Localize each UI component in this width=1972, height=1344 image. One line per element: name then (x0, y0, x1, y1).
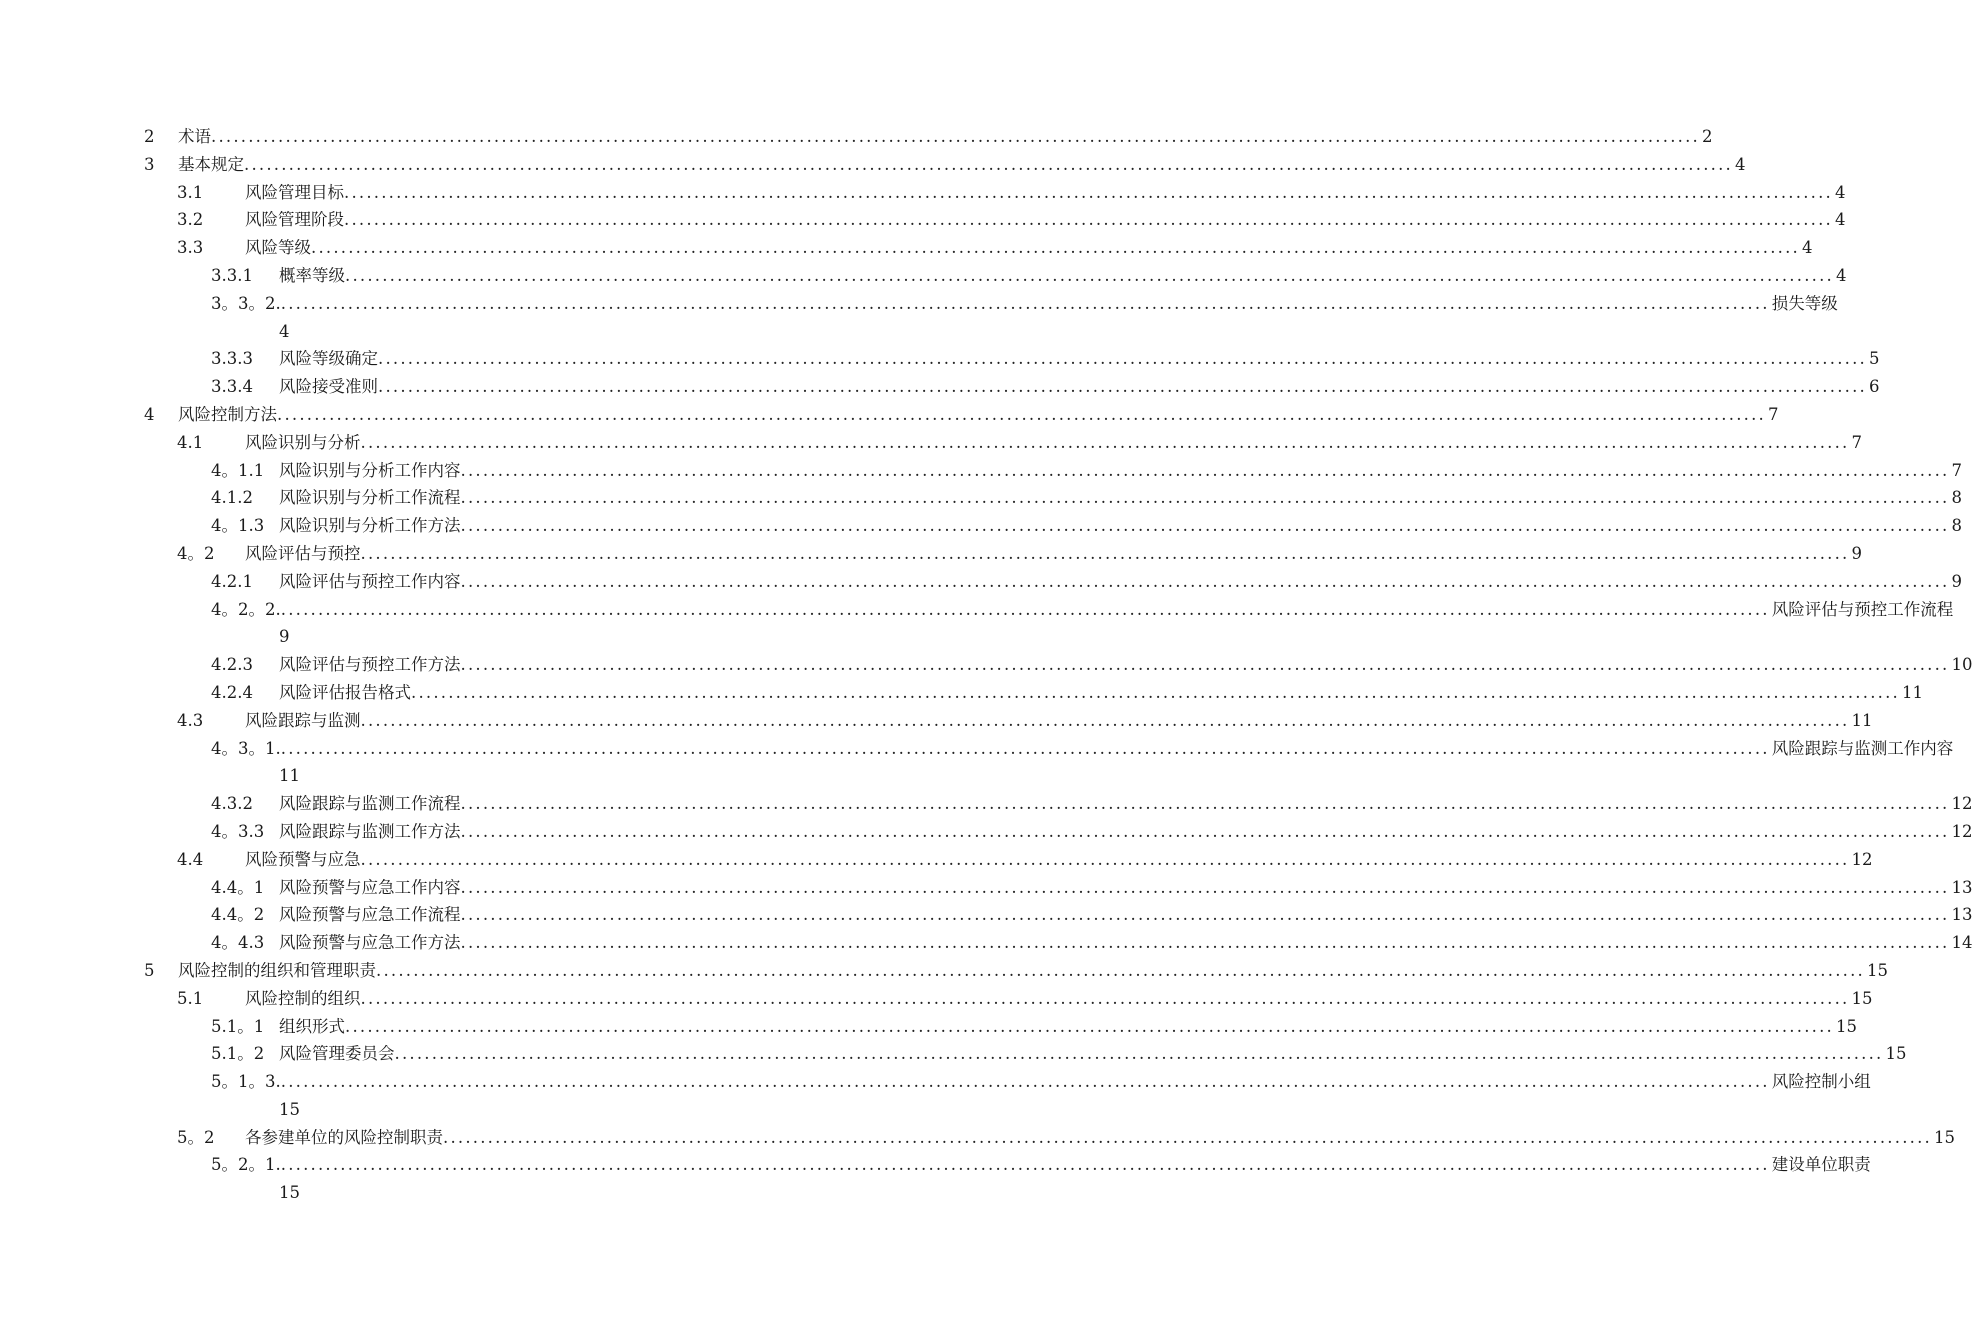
entry-line (211, 290, 1838, 318)
section-number: 3.3.1 (211, 265, 253, 285)
entry-line (178, 401, 1779, 429)
entry-line (211, 735, 1954, 763)
entry-title[interactable]: 风险识别与分析工作流程 (279, 488, 461, 508)
entry-title[interactable]: 概率等级 (279, 265, 345, 285)
page-number[interactable]: 15 (279, 1099, 300, 1119)
toc-entry[interactable] (0, 1124, 1955, 1152)
section-number: 4。4.3 (211, 933, 265, 953)
dot-leader: ........................................................................................................................................................................................................ (344, 182, 1833, 202)
table-of-contents (0, 123, 1972, 1207)
dot-leader: ........................................................................................................................................................................................................ (360, 543, 1850, 563)
dot-leader: ........................................................................................................................................................................................................ (280, 1072, 1770, 1092)
toc-entry-continuation (0, 318, 950, 346)
page-number[interactable]: 10 (1951, 655, 1972, 675)
entry-title[interactable]: 风险控制小组 (1771, 1072, 1871, 1092)
dot-leader: ........................................................................................................................................................................................................ (244, 154, 1733, 174)
section-number: 4.4 (177, 849, 204, 869)
entry-line (279, 929, 1972, 957)
section-number: 4。3。1. (211, 738, 281, 758)
toc-entry[interactable] (0, 818, 1972, 846)
entry-line (211, 1068, 1871, 1096)
entry-title[interactable]: 风险评估与预控工作内容 (279, 571, 461, 591)
dot-leader: ........................................................................................................................................................................................................ (360, 988, 1850, 1008)
entry-line (279, 345, 1880, 373)
section-number: 4.2.1 (211, 571, 253, 591)
dot-leader: ........................................................................................................................................................................................................ (460, 516, 1950, 536)
page-number[interactable]: 11 (1901, 682, 1923, 702)
dot-leader: ........................................................................................................................................................................................................ (345, 265, 1834, 285)
dot-leader: ........................................................................................................................................................................................................ (460, 571, 1950, 591)
toc-entry[interactable] (0, 985, 1873, 1013)
toc-entry[interactable] (0, 568, 1962, 596)
entry-title[interactable]: 风险识别与分析工作方法 (279, 516, 461, 536)
page-number[interactable]: 6 (1868, 377, 1880, 397)
section-number: 4.1.2 (211, 488, 253, 508)
toc-entry[interactable] (0, 151, 1746, 179)
page-number[interactable]: 15 (1885, 1044, 1907, 1064)
entry-title[interactable]: 风险评估与预控 (245, 543, 361, 563)
entry-line (211, 596, 1954, 624)
dot-leader: ........................................................................................................................................................................................................ (411, 682, 1900, 702)
entry-line (245, 707, 1873, 735)
page-number[interactable]: 15 (1835, 1016, 1857, 1036)
entry-title[interactable]: 风险等级确定 (279, 349, 378, 369)
page-number[interactable]: 4 (1834, 182, 1846, 202)
entry-title[interactable]: 术语 (178, 127, 211, 146)
section-number: 4 (144, 404, 155, 424)
toc-entry-continuation (0, 762, 950, 790)
toc-entry[interactable] (0, 679, 1923, 707)
entry-line (279, 874, 1972, 902)
toc-entry[interactable] (0, 429, 1862, 457)
toc-entry-continuation (0, 1096, 950, 1124)
section-number: 4。1.1 (211, 460, 265, 480)
section-number: 4.3 (177, 710, 204, 730)
toc-entry[interactable] (0, 290, 1838, 318)
toc-entry[interactable] (0, 123, 1713, 151)
section-number: 3.3.3 (211, 349, 253, 369)
section-number: 4.4。1 (211, 877, 265, 897)
page-number[interactable]: 12 (1851, 849, 1873, 869)
section-number: 4.1 (177, 432, 204, 452)
entry-title[interactable]: 风险评估与预控工作流程 (1771, 599, 1954, 619)
entry-line (178, 123, 1713, 151)
toc-entry[interactable] (0, 1151, 1871, 1179)
entry-line (279, 512, 1962, 540)
page-number[interactable]: 7 (1767, 404, 1779, 424)
entry-line (245, 846, 1873, 874)
toc-entry[interactable] (0, 345, 1880, 373)
section-number: 2 (144, 127, 155, 146)
entry-title[interactable]: 风险接受准则 (279, 377, 378, 397)
dot-leader: ........................................................................................................................................................................................................ (277, 404, 1766, 424)
dot-leader: ........................................................................................................................................................................................................ (280, 293, 1770, 313)
toc-entry[interactable] (0, 957, 1888, 985)
section-number: 5.1。1 (211, 1016, 265, 1036)
toc-entry[interactable] (0, 707, 1873, 735)
toc-entry[interactable] (0, 596, 1954, 624)
page-number[interactable]: 12 (1951, 821, 1972, 841)
section-number: 5.1。2 (211, 1044, 265, 1064)
entry-title[interactable]: 风险控制的组织和管理职责 (178, 960, 376, 980)
page-number[interactable]: 4 (1734, 154, 1746, 174)
dot-leader: ........................................................................................................................................................................................................ (460, 460, 1950, 480)
section-number: 4。2 (177, 543, 215, 563)
entry-line (178, 957, 1888, 985)
entry-title[interactable]: 风险管理目标 (245, 182, 344, 202)
toc-entry[interactable] (0, 1040, 1907, 1068)
entry-title[interactable]: 风险预警与应急工作内容 (279, 877, 461, 897)
toc-entry[interactable] (0, 651, 1972, 679)
entry-title[interactable]: 风险识别与分析工作内容 (279, 460, 461, 480)
page-number[interactable]: 15 (1866, 960, 1888, 980)
dot-leader: ........................................................................................................................................................................................................ (443, 1127, 1932, 1147)
toc-entry[interactable] (0, 512, 1962, 540)
toc-entry[interactable] (0, 484, 1962, 512)
entry-title[interactable]: 风险跟踪与监测 (245, 710, 361, 730)
entry-line (279, 457, 1962, 485)
section-number: 3.3.4 (211, 377, 253, 397)
entry-line (279, 373, 1880, 401)
toc-entry-continuation (0, 623, 950, 651)
page-number[interactable]: 13 (1951, 877, 1972, 897)
page-number[interactable]: 4 (1835, 265, 1847, 285)
entry-title[interactable]: 损失等级 (1771, 293, 1838, 313)
page-number[interactable]: 7 (1851, 432, 1862, 452)
dot-leader: ........................................................................................................................................................................................................ (345, 1016, 1834, 1036)
toc-entry[interactable] (0, 457, 1962, 485)
entry-title[interactable]: 风险预警与应急工作流程 (279, 905, 461, 925)
page-number[interactable]: 13 (1951, 905, 1972, 925)
entry-title[interactable]: 风险预警与应急 (245, 849, 361, 869)
toc-entry[interactable] (0, 735, 1954, 763)
entry-title[interactable]: 风险管理委员会 (279, 1044, 395, 1064)
entry-line (279, 1040, 1907, 1068)
section-number: 5 (144, 960, 155, 980)
entry-title[interactable]: 组织形式 (279, 1016, 345, 1036)
entry-title[interactable]: 风险跟踪与监测工作方法 (279, 821, 461, 841)
toc-entry[interactable] (0, 179, 1846, 207)
page-number[interactable]: 9 (1851, 543, 1862, 563)
entry-line (245, 540, 1862, 568)
entry-line (245, 179, 1846, 207)
entry-line (211, 1151, 1871, 1179)
entry-line (245, 234, 1813, 262)
page-number[interactable]: 4 (1834, 210, 1846, 230)
entry-title[interactable]: 风险等级 (245, 238, 311, 258)
dot-leader: ........................................................................................................................................................................................................ (376, 960, 1865, 980)
dot-leader: ........................................................................................................................................................................................................ (460, 877, 1950, 897)
dot-leader: ........................................................................................................................................................................................................ (460, 821, 1950, 841)
entry-title[interactable]: 基本规定 (178, 154, 244, 174)
section-number: 5。1。3. (211, 1072, 281, 1092)
section-number: 4.2.3 (211, 655, 253, 675)
dot-leader: ........................................................................................................................................................................................................ (460, 905, 1950, 925)
page-number[interactable]: 11 (1851, 710, 1873, 730)
toc-entry[interactable] (0, 929, 1972, 957)
page-number[interactable]: 2 (1701, 127, 1713, 146)
entry-title[interactable]: 各参建单位的风险控制职责 (245, 1127, 443, 1147)
entry-line (279, 1013, 1857, 1041)
page-number[interactable]: 8 (1951, 488, 1962, 508)
toc-entry[interactable] (0, 262, 1847, 290)
toc-entry[interactable] (0, 790, 1972, 818)
entry-title[interactable]: 建设单位职责 (1771, 1155, 1871, 1175)
section-number: 5。2。1. (211, 1155, 281, 1175)
entry-line (279, 901, 1972, 929)
dot-leader: ........................................................................................................................................................................................................ (360, 849, 1850, 869)
toc-entry[interactable] (0, 206, 1846, 234)
entry-line (279, 568, 1962, 596)
dot-leader: ........................................................................................................................................................................................................ (460, 933, 1950, 953)
entry-title[interactable]: 风险跟踪与监测工作内容 (1771, 738, 1954, 758)
entry-line (245, 429, 1862, 457)
entry-line (245, 1124, 1955, 1152)
page-number[interactable]: 4 (279, 321, 290, 341)
page-number[interactable]: 15 (1933, 1127, 1955, 1147)
toc-entry[interactable] (0, 373, 1880, 401)
entry-line (279, 651, 1972, 679)
dot-leader: ........................................................................................................................................................................................................ (460, 794, 1950, 814)
entry-line (279, 679, 1923, 707)
entry-line (279, 818, 1972, 846)
section-number: 3。3。2. (211, 293, 281, 313)
page-number[interactable]: 12 (1951, 794, 1972, 814)
dot-leader: ........................................................................................................................................................................................................ (360, 432, 1850, 452)
entry-title[interactable]: 风险控制的组织 (245, 988, 361, 1008)
dot-leader: ........................................................................................................................................................................................................ (460, 655, 1950, 675)
entry-title[interactable]: 风险评估报告格式 (279, 682, 411, 702)
section-number: 3.1 (177, 182, 204, 202)
section-number: 4。1.3 (211, 516, 265, 536)
page-number[interactable]: 9 (279, 627, 290, 647)
dot-leader: ........................................................................................................................................................................................................ (211, 127, 1700, 146)
section-number: 3.3 (177, 238, 204, 258)
entry-title[interactable]: 风险评估与预控工作方法 (279, 655, 461, 675)
section-number: 4.4。2 (211, 905, 265, 925)
entry-line (178, 151, 1746, 179)
page-number[interactable]: 15 (279, 1183, 300, 1203)
page-number[interactable]: 14 (1951, 933, 1972, 953)
dot-leader: ........................................................................................................................................................................................................ (360, 710, 1850, 730)
entry-title[interactable]: 风险控制方法 (178, 404, 277, 424)
toc-entry[interactable] (0, 234, 1813, 262)
entry-line (245, 985, 1873, 1013)
entry-line (279, 790, 1972, 818)
section-number: 4。3.3 (211, 821, 265, 841)
dot-leader: ........................................................................................................................................................................................................ (280, 1155, 1770, 1175)
page-number[interactable]: 4 (1801, 238, 1813, 258)
page-number[interactable]: 15 (1851, 988, 1873, 1008)
dot-leader: ........................................................................................................................................................................................................ (460, 488, 1950, 508)
section-number: 5。2 (177, 1127, 215, 1147)
section-number: 4.3.2 (211, 794, 253, 814)
entry-title[interactable]: 风险识别与分析 (245, 432, 361, 452)
entry-title[interactable]: 风险管理阶段 (245, 210, 344, 230)
entry-title[interactable]: 风险跟踪与监测工作流程 (279, 794, 461, 814)
dot-leader: ........................................................................................................................................................................................................ (280, 599, 1770, 619)
toc-entry[interactable] (0, 1013, 1857, 1041)
dot-leader: ........................................................................................................................................................................................................ (378, 349, 1867, 369)
section-number: 5.1 (177, 988, 204, 1008)
toc-entry-continuation (0, 1179, 950, 1207)
dot-leader: ........................................................................................................................................................................................................ (280, 738, 1770, 758)
page-number[interactable]: 11 (279, 766, 300, 786)
page-number[interactable]: 9 (1951, 571, 1962, 591)
toc-entry[interactable] (0, 540, 1862, 568)
dot-leader: ........................................................................................................................................................................................................ (344, 210, 1833, 230)
dot-leader: ........................................................................................................................................................................................................ (378, 377, 1867, 397)
page-number[interactable]: 8 (1951, 516, 1962, 536)
entry-line (245, 206, 1846, 234)
toc-entry[interactable] (0, 901, 1972, 929)
dot-leader: ........................................................................................................................................................................................................ (394, 1044, 1884, 1064)
section-number: 4。2。2. (211, 599, 281, 619)
entry-title[interactable]: 风险预警与应急工作方法 (279, 933, 461, 953)
entry-line (279, 484, 1962, 512)
page-number[interactable]: 5 (1868, 349, 1880, 369)
dot-leader: ........................................................................................................................................................................................................ (311, 238, 1800, 258)
entry-line (279, 262, 1847, 290)
toc-entry[interactable] (0, 874, 1972, 902)
toc-entry[interactable] (0, 846, 1873, 874)
toc-entry[interactable] (0, 401, 1779, 429)
section-number: 4.2.4 (211, 682, 253, 702)
page-number[interactable]: 7 (1951, 460, 1962, 480)
section-number: 3.2 (177, 210, 204, 230)
toc-entry[interactable] (0, 1068, 1871, 1096)
section-number: 3 (144, 154, 155, 174)
